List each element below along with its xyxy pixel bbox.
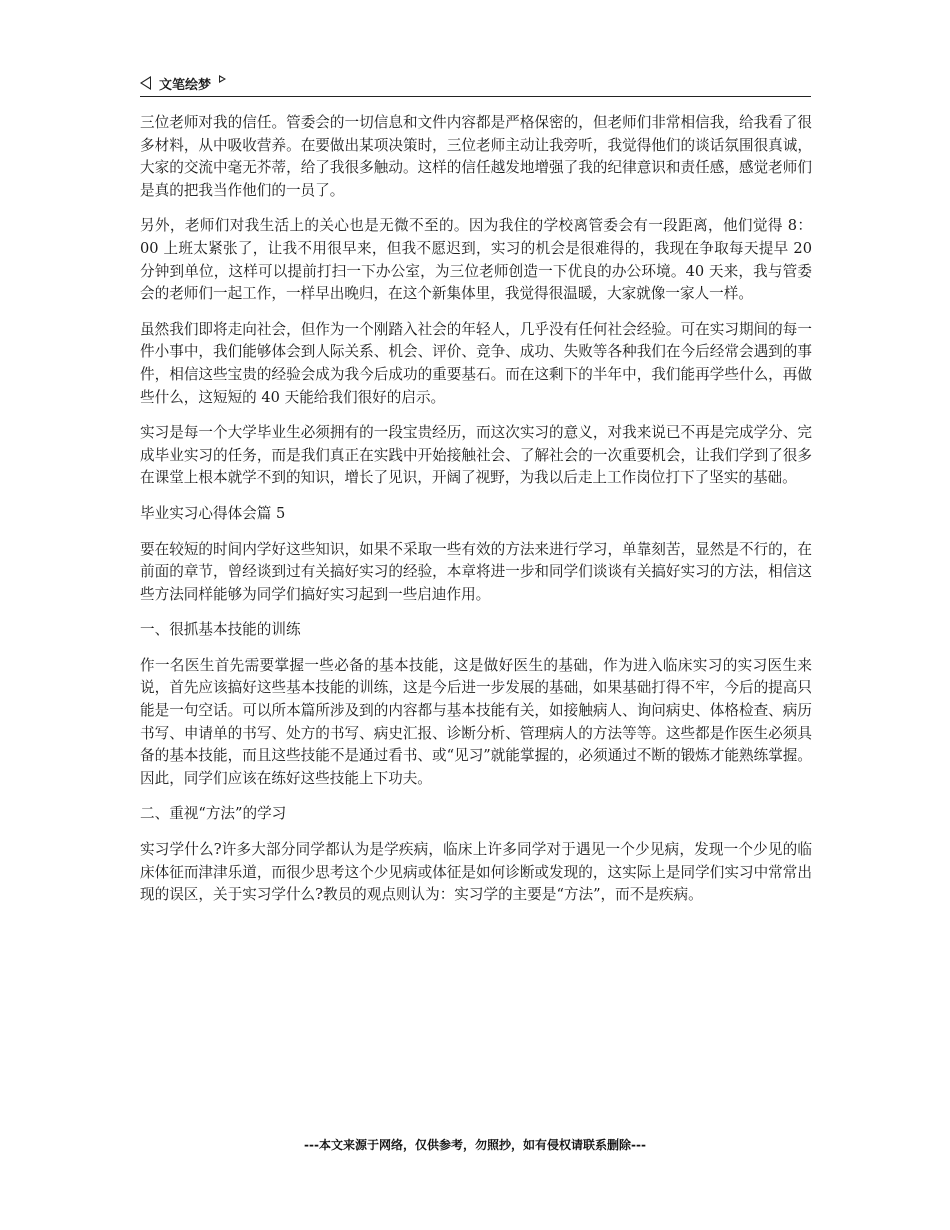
paragraph: 实习是每一个大学毕业生必须拥有的一段宝贵经历，而这次实习的意义，对我来说已不再是完成学分、完成毕业实习的任务，而是我们真正在实践中开始接触社会、了解社会的一次重要机会，让我们学到了很多在课堂上根本就学不到的知识，增长了见识，开阔了视野，为我以后走上工作岗位打下了坚实的基础。	[140, 424, 812, 487]
paragraph: 三位老师对我的信任。管委会的一切信息和文件内容都是严格保密的，但老师们非常相信我，给我看了很多材料，从中吸收营养。在要做出某项决策时，三位老师主动让我旁听，我觉得他们的谈话氛围很真诚，大家的交流中毫无芥蒂，给了我很多触动。这样的信任越发地增强了我的纪律意识和责任感，感觉老师们是真的把我当作他们的一员了。	[140, 114, 812, 199]
triangle-right-icon	[219, 75, 226, 83]
paragraph: 要在较短的时间内学好这些知识，如果不采取一些有效的方法来进行学习，单靠刻苦，显然是不行的，在前面的章节，曾经谈到过有关搞好实习的经验，本章将进一步和同学们谈谈有关搞好实习的方法，相信这些方法同样能够为同学们搞好实习起到一些启迪作用。	[140, 540, 812, 603]
paragraph: 实习学什么?许多大部分同学都认为是学疾病，临床上许多同学对于遇见一个少见病，发现一个少见的临床体征而津津乐道，而很少思考这个少见病或体征是如何诊断或发现的，这实际上是同学们实习中常常出现的误区，关于实习学什么?教员的观点则认为：实习学的主要是“方法”，而不是疾病。	[140, 841, 812, 904]
paragraph: 虽然我们即将走向社会，但作为一个刚踏入社会的年轻人，几乎没有任何社会经验。可在实习期间的每一件小事中，我们能够体会到人际关系、机会、评价、竞争、成功、失败等各种我们在今后经常会遇到的事件，相信这些宝贵的经验会成为我今后成功的重要基石。而在这剩下的半年中，我们能再学些什么，再做些什么，这短短的 40 天能给我们很好的启示。	[140, 320, 812, 406]
triangle-left-icon	[140, 76, 151, 90]
header-title: 文笔绘梦	[159, 77, 212, 93]
document-body	[140, 112, 812, 920]
subsection-heading: 一、很抓基本技能的训练	[140, 621, 301, 639]
page-header	[140, 70, 811, 97]
subsection-heading: 二、重视“方法”的学习	[140, 805, 287, 823]
page-footer: ---本文来源于网络，仅供参考，勿照抄，如有侵权请联系删除---	[304, 1138, 646, 1152]
section-heading: 毕业实习心得体会篇 5	[140, 504, 286, 522]
paragraph: 作一名医生首先需要掌握一些必备的基本技能，这是做好医生的基础，作为进入临床实习的实习医生来说，首先应该搞好这些基本技能的训练，这是今后进一步发展的基础，如果基础打得不牢，今后的提高只能是一句空话。可以所本篇所涉及到的内容都与基本技能有关，如接触病人、询问病史、体格检查、病历书写、申请单的书写、处方的书写、病史汇报、诊断分析、管理病人的方法等等。这些都是作医生必须具备的基本技能，而且这些技能不是通过看书、或“见习”就能掌握的，必须通过不断的锻炼才能熟练掌握。因此，同学们应该在练好这些技能上下功夫。	[140, 656, 812, 787]
paragraph: 另外，老师们对我生活上的关心也是无微不至的。因为我住的学校离管委会有一段距离，他们觉得 8：00 上班太紧张了，让我不用很早来，但我不愿迟到，实习的机会是很难得的，我现在争取每天提早 20 分钟到单位，这样可以提前打扫一下办公室，为三位老师创造一下优良的办公环境。40 天来，我与管委会的老师们一起工作，一样早出晚归，在这个新集体里，我觉得很温暖，大家就像一家人一样。	[140, 217, 812, 303]
